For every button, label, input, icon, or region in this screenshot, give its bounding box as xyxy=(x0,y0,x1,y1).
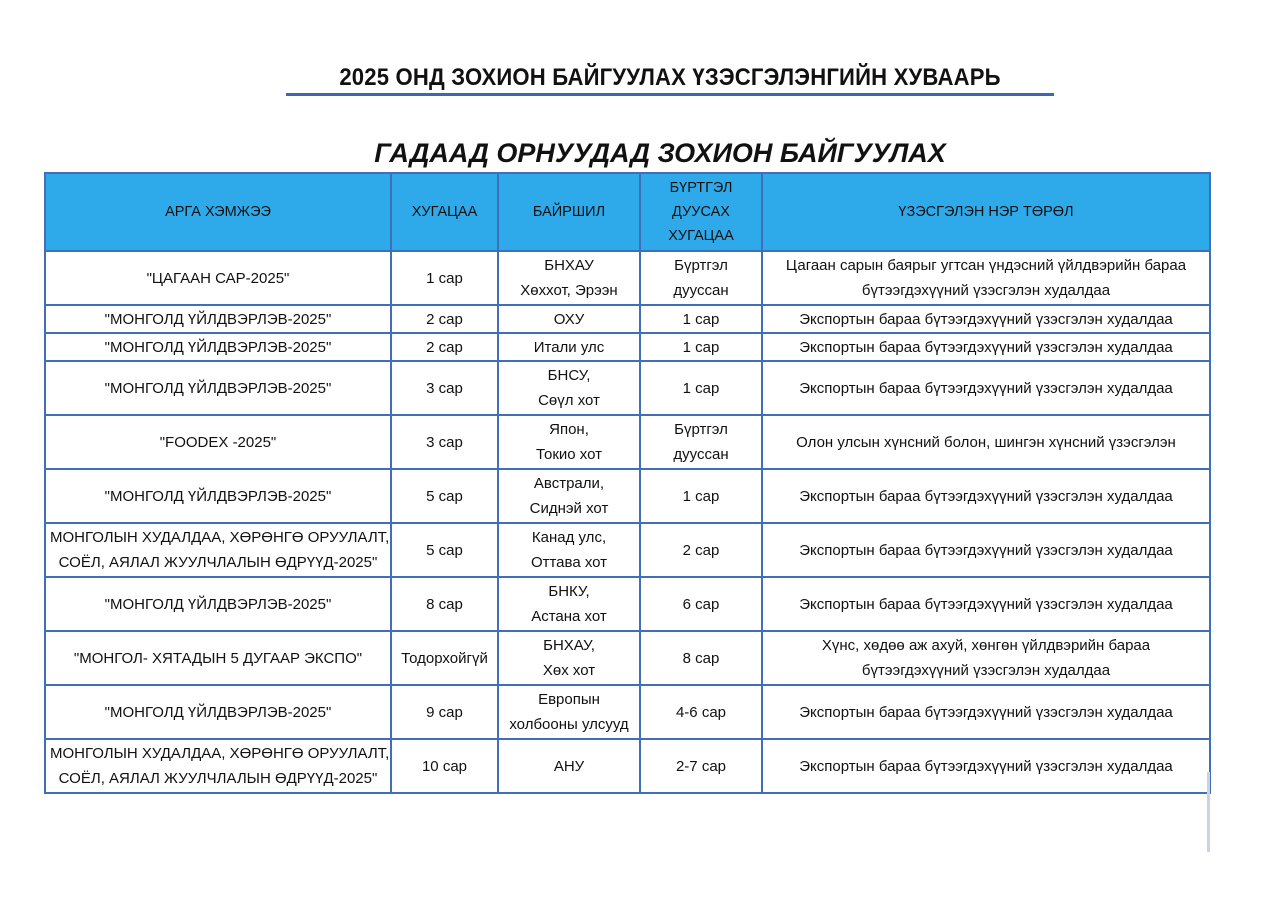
time-line: 1 сар xyxy=(426,269,463,287)
deadline-line: 8 сар xyxy=(682,649,720,667)
time-line: 3 сар xyxy=(426,433,463,451)
deadline-line: Бүртгэл xyxy=(674,421,728,438)
type-line: Экспортын бараа бүтээгдэхүүний үзэсгэлэн худалдаа xyxy=(799,310,1173,328)
time-cell xyxy=(391,523,498,577)
time-cell xyxy=(391,251,498,305)
location-cell xyxy=(498,469,640,523)
deadline-line: 1 сар xyxy=(682,338,720,356)
type-line: Экспортын бараа бүтээгдэхүүний үзэсгэлэн худалдаа xyxy=(799,757,1173,775)
event-line: "ЦАГААН САР-2025" xyxy=(146,269,290,287)
time-cell xyxy=(391,333,498,361)
deadline-line: 2-7 сар xyxy=(675,757,727,775)
event-line: "МОНГОЛД ҮЙЛДВЭРЛЭВ-2025" xyxy=(104,595,332,613)
section-subtitle: ГАДААД ОРНУУДАД ЗОХИОН БАЙГУУЛАХ xyxy=(374,138,946,168)
event-line: "МОНГОЛД ҮЙЛДВЭРЛЭВ-2025" xyxy=(104,703,332,721)
time-cell xyxy=(391,631,498,685)
time-cell xyxy=(391,415,498,469)
event-cell xyxy=(45,415,391,469)
location-cell xyxy=(498,333,640,361)
header-deadline-line-1: БҮРТГЭЛ xyxy=(669,180,733,196)
deadline-cell xyxy=(640,305,762,333)
event-cell xyxy=(45,739,391,793)
location-line: Европын xyxy=(538,691,600,708)
deadline-cell xyxy=(640,333,762,361)
header-registration-deadline xyxy=(640,173,762,251)
type-line: Экспортын бараа бүтээгдэхүүний үзэсгэлэн худалдаа xyxy=(799,595,1173,613)
time-cell xyxy=(391,305,498,333)
table-row xyxy=(45,333,1210,361)
table-row xyxy=(45,739,1210,793)
time-line: Тодорхойгүй xyxy=(401,649,488,667)
event-line: "МОНГОЛД ҮЙЛДВЭРЛЭВ-2025" xyxy=(104,338,332,356)
deadline-cell xyxy=(640,739,762,793)
location-line: Сөүл хот xyxy=(538,392,600,409)
deadline-line: 4-6 сар xyxy=(675,703,727,721)
time-cell xyxy=(391,469,498,523)
table-row xyxy=(45,577,1210,631)
type-cell xyxy=(762,739,1210,793)
page-title: 2025 ОНД ЗОХИОН БАЙГУУЛАХ ҮЗЭСГЭЛЭНГИЙН ХУВААРЬ xyxy=(339,64,1001,91)
event-cell xyxy=(45,631,391,685)
location-line: Токио хот xyxy=(536,446,602,463)
title-underline xyxy=(286,93,1054,96)
location-line: Хөх хот xyxy=(542,662,596,679)
location-line: БНКУ, xyxy=(548,583,590,600)
location-line: Канад улс, xyxy=(531,529,607,546)
header-deadline-line-2: ДУУСАХ xyxy=(672,204,730,220)
event-line: "МОНГОЛД ҮЙЛДВЭРЛЭВ-2025" xyxy=(104,487,332,505)
location-line: Япон, xyxy=(549,421,589,438)
location-line: Сиднэй хот xyxy=(529,500,609,517)
time-line: 8 сар xyxy=(426,595,463,613)
time-line: 9 сар xyxy=(426,703,463,721)
location-line: Астана хот xyxy=(531,608,607,625)
location-cell xyxy=(498,685,640,739)
location-line: Хөххот, Эрээн xyxy=(520,282,618,299)
location-cell xyxy=(498,305,640,333)
header-time: ХУГАЦАА xyxy=(391,173,498,251)
event-cell xyxy=(45,523,391,577)
type-cell xyxy=(762,577,1210,631)
location-cell xyxy=(498,631,640,685)
time-line: 5 сар xyxy=(426,541,463,559)
type-cell xyxy=(762,415,1210,469)
exhibition-schedule-table xyxy=(44,172,1211,794)
event-line: МОНГОЛЫН ХУДАЛДАА, ХӨРӨНГӨ ОРУУЛАЛТ, xyxy=(50,745,390,762)
location-cell xyxy=(498,739,640,793)
deadline-cell xyxy=(640,361,762,415)
location-line: Оттава хот xyxy=(530,554,608,571)
time-cell xyxy=(391,739,498,793)
type-line: Хүнс, хөдөө аж ахуй, хөнгөн үйлдвэрийн бараа xyxy=(821,637,1151,654)
location-line: ОХУ xyxy=(553,310,585,328)
type-cell xyxy=(762,361,1210,415)
deadline-line: дууссан xyxy=(673,282,729,299)
time-cell xyxy=(391,685,498,739)
event-line: "МОНГОЛД ҮЙЛДВЭРЛЭВ-2025" xyxy=(104,310,332,328)
time-line: 2 сар xyxy=(426,310,463,328)
time-line: 10 сар xyxy=(421,757,468,775)
deadline-cell xyxy=(640,577,762,631)
deadline-line: 1 сар xyxy=(682,310,720,328)
type-line: Экспортын бараа бүтээгдэхүүний үзэсгэлэн худалдаа xyxy=(799,703,1173,721)
table-header-row xyxy=(45,173,1210,251)
header-exhibition-type: ҮЗЭСГЭЛЭН НЭР ТӨРӨЛ xyxy=(762,173,1210,251)
deadline-cell xyxy=(640,685,762,739)
type-cell xyxy=(762,333,1210,361)
type-line: Цагаан сарын баярыг угтсан үндэсний үйлдвэрийн бараа xyxy=(785,257,1187,274)
deadline-line: 2 сар xyxy=(682,541,720,559)
type-cell xyxy=(762,251,1210,305)
type-line: бүтээгдэхүүний үзэсгэлэн худалдаа xyxy=(861,662,1111,679)
location-line: БНСУ, xyxy=(547,367,591,384)
event-line: "МОНГОЛ- ХЯТАДЫН 5 ДУГААР ЭКСПО" xyxy=(73,649,363,667)
type-cell xyxy=(762,631,1210,685)
event-cell xyxy=(45,305,391,333)
type-cell xyxy=(762,523,1210,577)
location-cell xyxy=(498,415,640,469)
location-cell xyxy=(498,523,640,577)
header-location: БАЙРШИЛ xyxy=(498,173,640,251)
event-line: МОНГОЛЫН ХУДАЛДАА, ХӨРӨНГӨ ОРУУЛАЛТ, xyxy=(50,529,390,546)
event-cell xyxy=(45,251,391,305)
time-line: 2 сар xyxy=(426,338,463,356)
type-line: Олон улсын хүнсний болон, шингэн хүнсний үзэсгэлэн xyxy=(796,433,1176,451)
location-line: холбооны улсууд xyxy=(509,716,629,733)
table-row xyxy=(45,469,1210,523)
location-cell xyxy=(498,577,640,631)
table-row xyxy=(45,415,1210,469)
location-line: БНХАУ, xyxy=(543,637,595,654)
deadline-cell xyxy=(640,523,762,577)
deadline-line: 6 сар xyxy=(682,595,720,613)
deadline-line: Бүртгэл xyxy=(674,257,728,274)
location-cell xyxy=(498,251,640,305)
event-line: СОЁЛ, АЯЛАЛ ЖУУЛЧЛАЛЫН ӨДРҮҮД-2025" xyxy=(58,554,378,571)
time-cell xyxy=(391,361,498,415)
deadline-cell xyxy=(640,415,762,469)
location-line: БНХАУ xyxy=(544,257,594,274)
event-line: "FOODEX -2025" xyxy=(159,433,277,451)
event-cell xyxy=(45,333,391,361)
event-line: СОЁЛ, АЯЛАЛ ЖУУЛЧЛАЛЫН ӨДРҮҮД-2025" xyxy=(58,770,378,787)
time-line: 5 сар xyxy=(426,487,463,505)
type-line: бүтээгдэхүүний үзэсгэлэн худалдаа xyxy=(861,282,1111,299)
deadline-line: 1 сар xyxy=(682,487,720,505)
type-cell xyxy=(762,305,1210,333)
location-cell xyxy=(498,361,640,415)
type-cell xyxy=(762,469,1210,523)
table-row xyxy=(45,631,1210,685)
location-line: Итали улс xyxy=(533,338,605,356)
header-event: АРГА ХЭМЖЭЭ xyxy=(45,173,391,251)
event-cell xyxy=(45,469,391,523)
location-line: Австрали, xyxy=(533,475,605,492)
type-cell xyxy=(762,685,1210,739)
event-line: "МОНГОЛД ҮЙЛДВЭРЛЭВ-2025" xyxy=(104,379,332,397)
table-row xyxy=(45,361,1210,415)
deadline-cell xyxy=(640,631,762,685)
event-cell xyxy=(45,577,391,631)
deadline-cell xyxy=(640,251,762,305)
deadline-line: 1 сар xyxy=(682,379,720,397)
type-line: Экспортын бараа бүтээгдэхүүний үзэсгэлэн худалдаа xyxy=(799,541,1173,559)
deadline-line: дууссан xyxy=(673,446,729,463)
type-line: Экспортын бараа бүтээгдэхүүний үзэсгэлэн худалдаа xyxy=(799,487,1173,505)
table-row xyxy=(45,685,1210,739)
location-line: АНУ xyxy=(553,757,585,775)
time-line: 3 сар xyxy=(426,379,463,397)
event-cell xyxy=(45,685,391,739)
deadline-cell xyxy=(640,469,762,523)
header-deadline-line-3: ХУГАЦАА xyxy=(668,228,734,244)
table-row xyxy=(45,305,1210,333)
table-row xyxy=(45,251,1210,305)
time-cell xyxy=(391,577,498,631)
event-cell xyxy=(45,361,391,415)
type-line: Экспортын бараа бүтээгдэхүүний үзэсгэлэн худалдаа xyxy=(799,338,1173,356)
table-row xyxy=(45,523,1210,577)
decorative-line xyxy=(1207,772,1210,852)
type-line: Экспортын бараа бүтээгдэхүүний үзэсгэлэн худалдаа xyxy=(799,379,1173,397)
